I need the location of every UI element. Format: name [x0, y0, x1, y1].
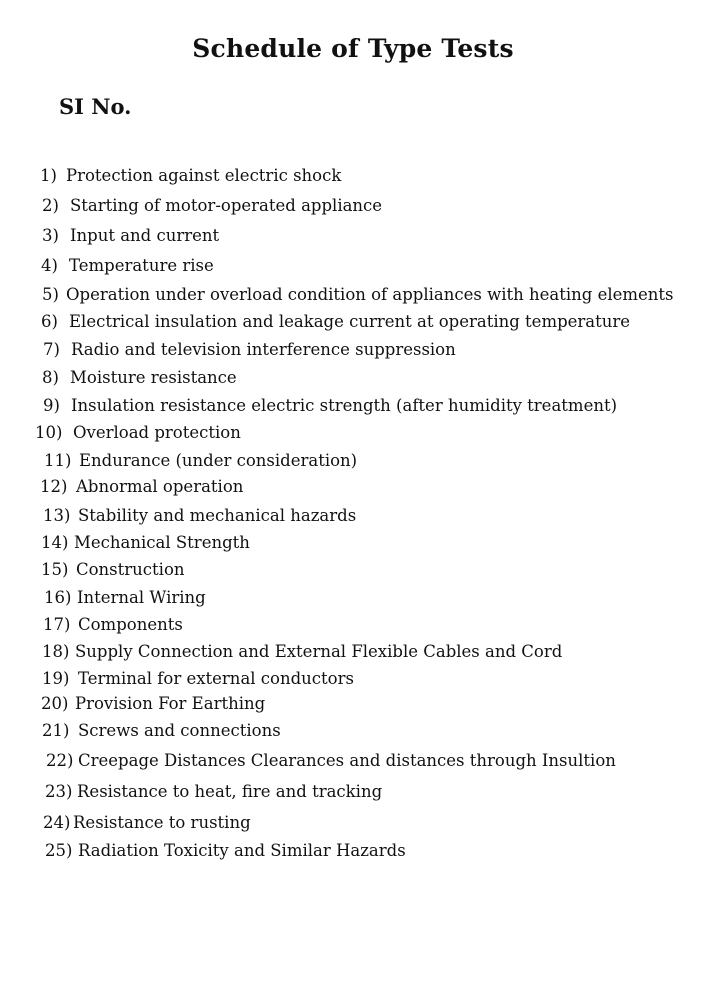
item-number: 24)	[43, 813, 71, 832]
item-text: Radiation Toxicity and Similar Hazards	[78, 841, 406, 860]
list-item	[45, 782, 382, 802]
item-number: 18)	[42, 642, 70, 661]
list-item	[42, 669, 354, 689]
item-text: Radio and television interference suppression	[71, 340, 456, 359]
item-text: Construction	[76, 560, 185, 579]
item-number: 22)	[46, 751, 74, 770]
list-item	[42, 368, 237, 388]
item-text: Resistance to rusting	[73, 813, 251, 832]
item-number: 20)	[41, 694, 69, 713]
item-text: Abnormal operation	[76, 477, 244, 496]
item-number: 23)	[45, 782, 73, 801]
list-item	[44, 588, 206, 608]
item-number: 5)	[42, 285, 59, 304]
item-number: 12)	[40, 477, 68, 496]
item-number: 25)	[45, 841, 73, 860]
list-item	[43, 615, 183, 635]
item-number: 13)	[43, 506, 71, 525]
list-item	[42, 721, 281, 741]
item-text: Insulation resistance electric strength (after humidity treatment)	[71, 396, 618, 415]
item-text: Protection against electric shock	[66, 166, 342, 185]
item-number: 1)	[40, 166, 57, 185]
list-item	[35, 423, 241, 443]
item-text: Operation under overload condition of appliances with heating elements	[66, 285, 674, 304]
item-number: 4)	[41, 256, 58, 275]
item-text: Provision For Earthing	[75, 694, 266, 713]
list-item	[41, 560, 185, 580]
list-item	[42, 285, 674, 305]
item-number: 10)	[35, 423, 63, 442]
list-item	[45, 841, 406, 861]
item-number: 16)	[44, 588, 72, 607]
list-item	[41, 694, 265, 714]
item-number: 19)	[42, 669, 70, 688]
item-number: 11)	[44, 451, 72, 470]
item-number: 21)	[42, 721, 70, 740]
item-number: 14)	[41, 533, 69, 552]
item-text: Supply Connection and External Flexible Cables and Cord	[75, 642, 563, 661]
item-text: Components	[78, 615, 183, 634]
item-text: Stability and mechanical hazards	[78, 506, 357, 525]
item-text: Screws and connections	[78, 721, 281, 740]
list-item	[42, 226, 219, 246]
item-text: Electrical insulation and leakage current at operating temperature	[69, 312, 631, 331]
list-item	[41, 256, 214, 276]
list-item	[40, 166, 341, 186]
item-number: 15)	[41, 560, 69, 579]
item-text: Temperature rise	[69, 256, 214, 275]
item-number: 3)	[42, 226, 59, 245]
serial-number-heading: SI No.	[59, 94, 132, 119]
list-item	[43, 506, 356, 526]
item-text: Creepage Distances Clearances and distances through Insultion	[78, 751, 616, 770]
item-text: Starting of motor-operated appliance	[70, 196, 383, 215]
item-number: 7)	[43, 340, 60, 359]
item-text: Terminal for external conductors	[78, 669, 354, 688]
item-text: Mechanical Strength	[74, 533, 250, 552]
list-item	[46, 751, 616, 771]
item-number: 17)	[43, 615, 71, 634]
list-item	[44, 451, 357, 471]
list-item	[42, 642, 562, 662]
item-number: 9)	[43, 396, 60, 415]
item-number: 2)	[42, 196, 59, 215]
list-item	[43, 396, 617, 416]
item-text: Overload protection	[73, 423, 241, 442]
page-title: Schedule of Type Tests	[192, 34, 514, 63]
item-text: Endurance (under consideration)	[79, 451, 358, 470]
item-text: Input and current	[70, 226, 220, 245]
list-item	[41, 312, 630, 332]
item-text: Internal Wiring	[77, 588, 206, 607]
list-item	[43, 340, 456, 360]
item-text: Moisture resistance	[70, 368, 237, 387]
item-number: 8)	[42, 368, 59, 387]
list-item	[41, 533, 250, 553]
list-item	[43, 813, 251, 833]
item-text: Resistance to heat, fire and tracking	[77, 782, 383, 801]
list-item	[42, 196, 382, 216]
item-number: 6)	[41, 312, 58, 331]
list-item	[40, 477, 243, 497]
